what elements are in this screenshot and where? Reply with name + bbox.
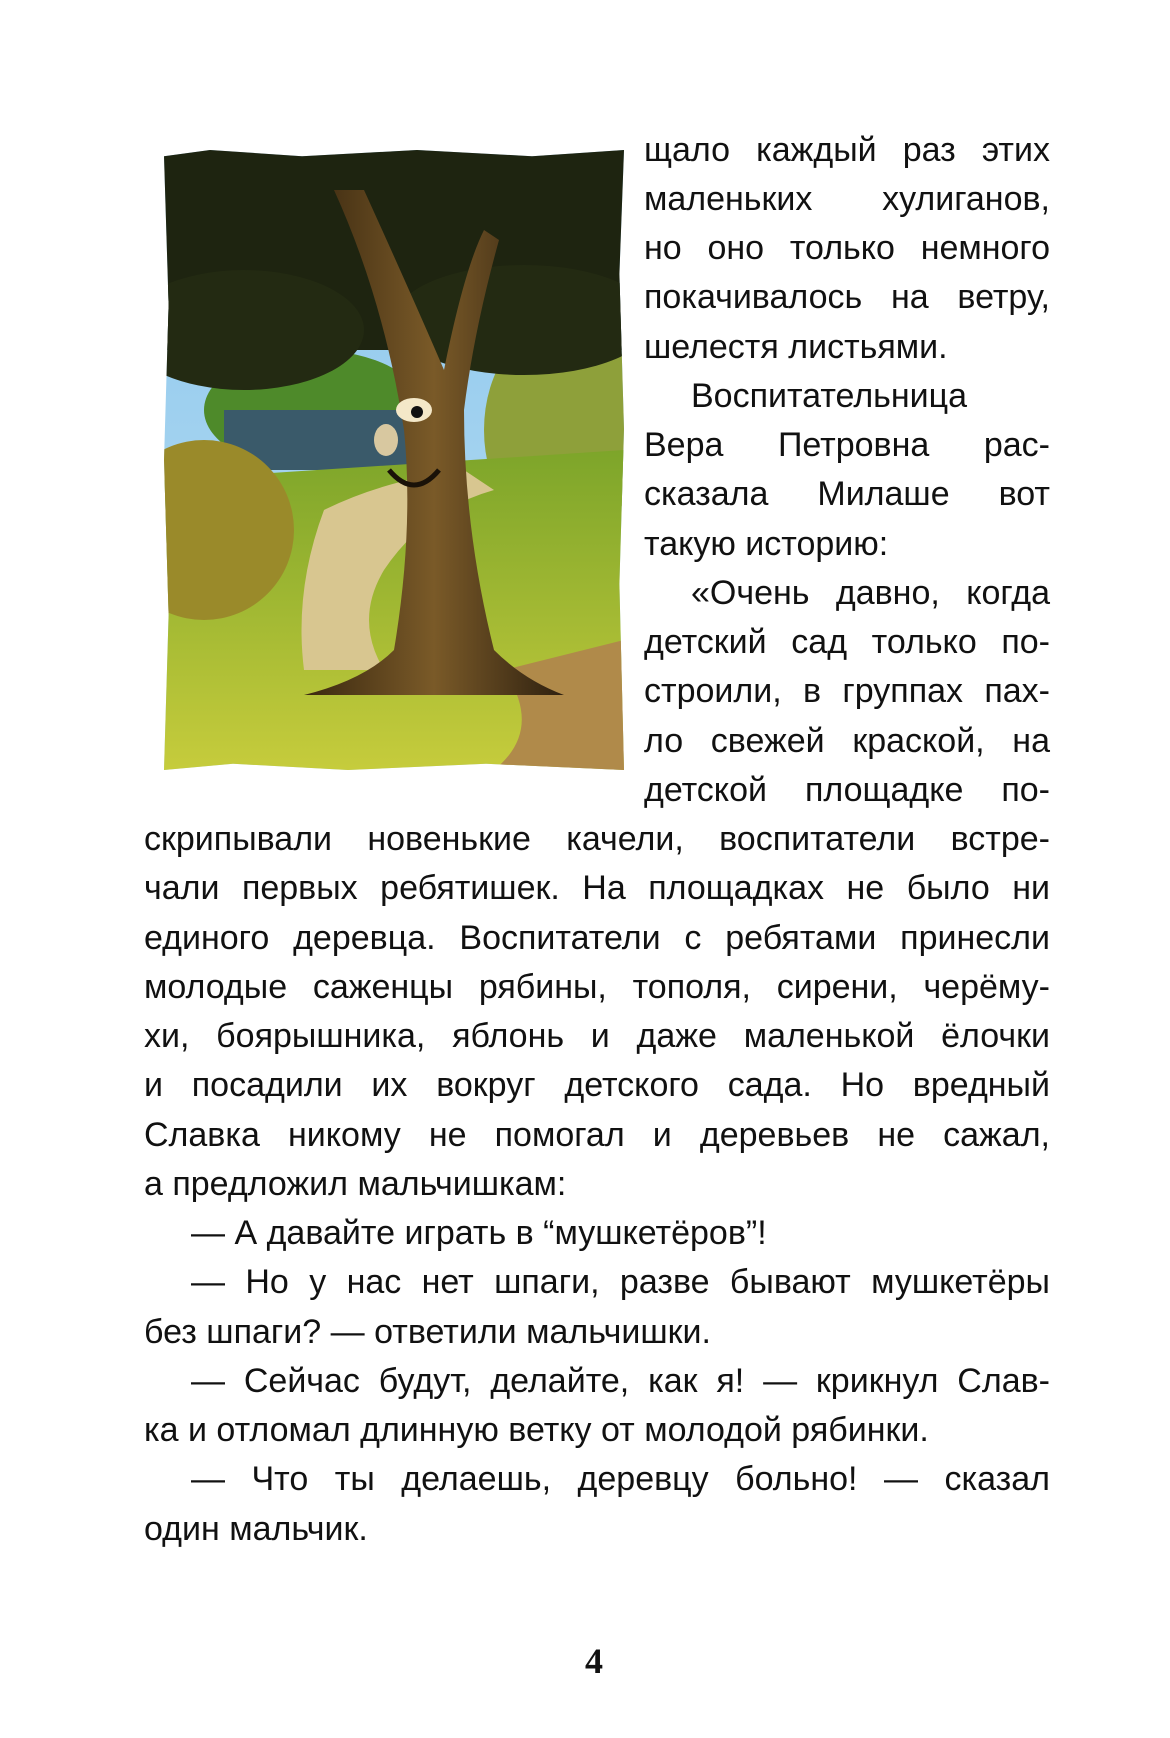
text-line: сказала Милаше вот xyxy=(644,475,1050,513)
text-line: — Что ты делаешь, деревцу больно! — сказал xyxy=(191,1460,1050,1498)
text-line: чали первых ребятишек. На площадках не было ни xyxy=(144,869,1050,907)
text-line: хи, боярышника, яблонь и даже маленькой ёлочки xyxy=(144,1017,1050,1055)
text-line: покачивалось на ветру, xyxy=(644,278,1050,316)
text-line: — А давайте играть в “мушкетёров”! xyxy=(191,1214,767,1252)
tree-with-face-illustration xyxy=(164,150,624,770)
text-line: шелестя листьями. xyxy=(644,328,948,366)
text-line: такую историю: xyxy=(644,525,889,563)
text-line: единого деревца. Воспитатели с ребятами принесли xyxy=(144,919,1050,957)
text-line: Воспитательница xyxy=(691,377,968,415)
text-line: ло свежей краской, на xyxy=(644,722,1050,760)
text-line: а предложил мальчишкам: xyxy=(144,1165,567,1203)
page-number: 4 xyxy=(585,1641,603,1681)
text-line: без шпаги? — ответили мальчишки. xyxy=(144,1313,711,1351)
text-line: щало каждый раз этих xyxy=(644,131,1050,169)
text-line: «Очень давно, когда xyxy=(691,574,1050,612)
text-line: но оно только немного xyxy=(644,229,1050,267)
text-line: детской площадке по- xyxy=(644,771,1050,809)
text-line: молодые саженцы рябины, тополя, сирени, черёму- xyxy=(144,968,1050,1006)
text-line: один мальчик. xyxy=(144,1510,368,1548)
text-line: маленьких хулиганов, xyxy=(644,180,1050,218)
text-line: скрипывали новенькие качели, воспитатели встре- xyxy=(144,820,1050,858)
text-line: ка и отломал длинную ветку от молодой рябинки. xyxy=(144,1411,929,1449)
text-line: детский сад только по- xyxy=(644,623,1050,661)
story-illustration xyxy=(164,150,624,770)
text-line: — Но у нас нет шпаги, разве бывают мушкетёры xyxy=(191,1263,1050,1301)
text-line: — Сейчас будут, делайте, как я! — крикнул Слав- xyxy=(191,1362,1050,1400)
text-line: и посадили их вокруг детского сада. Но вредный xyxy=(144,1066,1050,1104)
text-line: Славка никому не помогал и деревьев не сажал, xyxy=(144,1116,1050,1154)
text-line: строили, в группах пах- xyxy=(644,672,1050,710)
text-line: Вера Петровна рас- xyxy=(644,426,1050,464)
